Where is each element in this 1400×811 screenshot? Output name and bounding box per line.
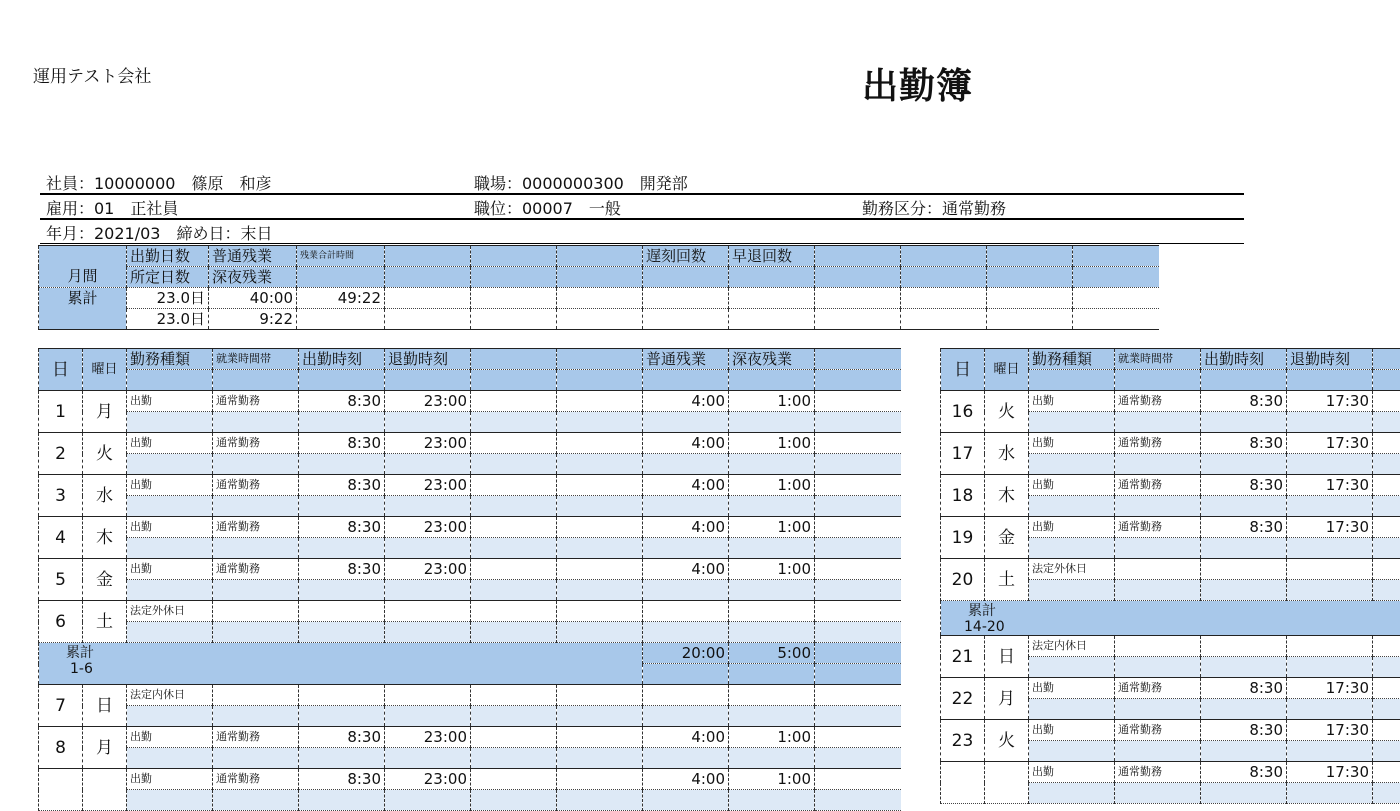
regular-ot-value: 40:00	[209, 288, 297, 309]
subtotal-night-ot: 5:00	[729, 643, 815, 664]
early-count-header: 早退回数	[729, 246, 815, 267]
work-class-info: 勤務区分：通常勤務	[862, 196, 1006, 219]
table-row	[941, 762, 1400, 783]
clock-out-cell	[385, 601, 471, 622]
work-type-cell: 出勤	[1029, 433, 1115, 454]
day-header-right: 日	[941, 349, 985, 391]
work-type-cell: 出勤	[127, 433, 213, 454]
work-type-cell: 法定内休日	[127, 685, 213, 706]
sched-days-value: 23.0日	[127, 309, 209, 330]
weekday-cell: 土	[83, 601, 127, 643]
clock-in-cell: 8:30	[1201, 762, 1287, 783]
night-ot-cell: 1:00	[729, 727, 815, 748]
work-type-cell: 法定外休日	[127, 601, 213, 622]
work-days-value: 23.0日	[127, 288, 209, 309]
subtotal-label: 累計 1-6	[39, 643, 643, 685]
day-cell: 20	[941, 559, 985, 601]
regular-ot-cell	[643, 685, 729, 706]
day-cell: 17	[941, 433, 985, 475]
work-band-cell: 通常勤務	[1115, 391, 1201, 412]
clock-in-header-right: 出勤時刻	[1201, 349, 1287, 370]
daily-table-right	[940, 348, 1400, 804]
weekday-cell: 金	[83, 559, 127, 601]
night-ot-cell: 1:00	[729, 517, 815, 538]
work-type-cell: 出勤	[1029, 475, 1115, 496]
clock-out-header-right: 退勤時刻	[1287, 349, 1373, 370]
clock-in-cell: 8:30	[1201, 391, 1287, 412]
night-ot-cell: 1:00	[729, 475, 815, 496]
work-band-cell: 通常勤務	[213, 769, 299, 790]
day-cell: 3	[39, 475, 83, 517]
weekday-cell: 火	[83, 433, 127, 475]
work-type-cell: 出勤	[127, 391, 213, 412]
work-type-cell: 出勤	[1029, 720, 1115, 741]
weekday-cell: 水	[83, 475, 127, 517]
clock-in-cell: 8:30	[299, 517, 385, 538]
clock-in-cell: 8:30	[299, 727, 385, 748]
weekday-cell: 火	[985, 720, 1029, 762]
clock-out-cell: 23:00	[385, 517, 471, 538]
table-row	[941, 559, 1400, 580]
table-row	[39, 559, 901, 580]
weekday-cell: 日	[83, 685, 127, 727]
table-row	[941, 517, 1400, 538]
day-cell: 5	[39, 559, 83, 601]
weekday-header-right: 曜日	[985, 349, 1029, 391]
daily-table-left	[38, 348, 901, 811]
day-cell: 19	[941, 517, 985, 559]
day-cell: 4	[39, 517, 83, 559]
table-row	[941, 636, 1400, 657]
work-days-header: 出勤日数	[127, 246, 209, 267]
page-title: 出勤簿	[862, 58, 973, 109]
workplace-info: 職場：0000000300 開発部	[474, 171, 688, 194]
clock-in-cell: 8:30	[299, 475, 385, 496]
clock-in-cell	[299, 685, 385, 706]
table-row	[39, 517, 901, 538]
clock-in-cell: 8:30	[299, 559, 385, 580]
table-row	[39, 685, 901, 706]
work-type-cell: 出勤	[127, 727, 213, 748]
clock-in-cell	[1201, 636, 1287, 657]
clock-out-cell	[385, 685, 471, 706]
clock-out-header: 退勤時刻	[385, 349, 471, 370]
clock-out-cell: 23:00	[385, 475, 471, 496]
weekday-cell: 金	[985, 517, 1029, 559]
work-type-cell: 出勤	[1029, 762, 1115, 783]
night-ot-cell: 1:00	[729, 769, 815, 790]
weekday-cell: 月	[83, 727, 127, 769]
work-type-cell: 出勤	[1029, 678, 1115, 699]
day-cell: 16	[941, 391, 985, 433]
work-type-cell: 出勤	[127, 769, 213, 790]
weekday-cell	[985, 762, 1029, 804]
clock-in-header: 出勤時刻	[299, 349, 385, 370]
clock-out-cell: 17:30	[1287, 433, 1373, 454]
work-band-cell	[1115, 636, 1201, 657]
day-header: 日	[39, 349, 83, 391]
work-type-cell: 出勤	[127, 559, 213, 580]
night-ot-value: 9:22	[209, 309, 297, 330]
table-row	[39, 769, 901, 790]
clock-in-cell: 8:30	[299, 433, 385, 454]
work-type-cell: 法定外休日	[1029, 559, 1115, 580]
info-row-employment	[40, 193, 1244, 220]
table-row	[39, 727, 901, 748]
table-row	[941, 391, 1400, 412]
work-band-cell: 通常勤務	[213, 517, 299, 538]
ot-total-header: 残業合計時間	[297, 246, 385, 267]
weekday-cell: 木	[985, 475, 1029, 517]
night-ot-cell	[729, 685, 815, 706]
regular-ot-cell	[643, 601, 729, 622]
clock-in-cell: 8:30	[299, 391, 385, 412]
work-band-cell: 通常勤務	[1115, 762, 1201, 783]
day-cell: 8	[39, 727, 83, 769]
work-type-cell: 出勤	[1029, 391, 1115, 412]
work-band-header-right: 就業時間帯	[1115, 349, 1201, 370]
info-row-employee	[40, 168, 1244, 195]
weekday-cell: 火	[985, 391, 1029, 433]
employment-info: 雇用：01 正社員	[46, 196, 178, 219]
table-row	[941, 433, 1400, 454]
table-row	[39, 433, 901, 454]
weekday-cell	[83, 769, 127, 811]
work-band-cell	[213, 601, 299, 622]
night-ot-header: 深夜残業	[209, 267, 297, 288]
day-cell: 1	[39, 391, 83, 433]
work-type-header: 勤務種類	[127, 349, 213, 370]
clock-out-cell	[1287, 636, 1373, 657]
work-type-cell: 出勤	[127, 475, 213, 496]
late-count-header: 遅刻回数	[643, 246, 729, 267]
work-band-header: 就業時間帯	[213, 349, 299, 370]
day-cell: 18	[941, 475, 985, 517]
clock-out-cell: 17:30	[1287, 678, 1373, 699]
clock-in-cell: 8:30	[1201, 720, 1287, 741]
clock-in-cell: 8:30	[1201, 433, 1287, 454]
clock-in-cell: 8:30	[1201, 517, 1287, 538]
clock-out-cell: 17:30	[1287, 475, 1373, 496]
night-ot-cell: 1:00	[729, 559, 815, 580]
night-ot-col-header: 深夜残業	[729, 349, 815, 370]
clock-in-cell: 8:30	[1201, 475, 1287, 496]
table-row	[39, 475, 901, 496]
monthly-label-2: 累計	[39, 288, 127, 330]
clock-out-cell: 17:30	[1287, 517, 1373, 538]
clock-out-cell: 23:00	[385, 559, 471, 580]
weekday-cell: 水	[985, 433, 1029, 475]
regular-ot-cell: 4:00	[643, 559, 729, 580]
work-band-cell	[213, 685, 299, 706]
clock-out-cell: 17:30	[1287, 762, 1373, 783]
work-band-cell: 通常勤務	[213, 727, 299, 748]
subtotal-label-right: 累計 14-20	[941, 601, 1400, 636]
info-row-period	[40, 218, 1244, 244]
ot-total-value: 49:22	[297, 288, 385, 309]
day-cell: 23	[941, 720, 985, 762]
day-cell: 6	[39, 601, 83, 643]
table-row	[941, 678, 1400, 699]
regular-ot-cell: 4:00	[643, 433, 729, 454]
weekday-cell: 土	[985, 559, 1029, 601]
day-cell: 2	[39, 433, 83, 475]
clock-in-cell: 8:30	[1201, 678, 1287, 699]
regular-ot-col-header: 普通残業	[643, 349, 729, 370]
day-cell: 7	[39, 685, 83, 727]
work-type-cell: 出勤	[1029, 517, 1115, 538]
employee-info: 社員：10000000 篠原 和彦	[46, 171, 271, 194]
regular-ot-cell: 4:00	[643, 769, 729, 790]
work-type-cell: 法定内休日	[1029, 636, 1115, 657]
weekday-cell: 月	[83, 391, 127, 433]
clock-out-cell: 17:30	[1287, 391, 1373, 412]
clock-out-cell	[1287, 559, 1373, 580]
work-band-cell: 通常勤務	[213, 433, 299, 454]
clock-out-cell: 23:00	[385, 391, 471, 412]
work-band-cell: 通常勤務	[213, 391, 299, 412]
table-row	[39, 391, 901, 412]
regular-ot-header: 普通残業	[209, 246, 297, 267]
work-band-cell: 通常勤務	[1115, 517, 1201, 538]
work-type-header-right: 勤務種類	[1029, 349, 1115, 370]
clock-out-cell: 17:30	[1287, 720, 1373, 741]
subtotal-regular-ot: 20:00	[643, 643, 729, 664]
weekday-cell: 木	[83, 517, 127, 559]
regular-ot-cell: 4:00	[643, 475, 729, 496]
position-info: 職位：00007 一般	[474, 196, 621, 219]
regular-ot-cell: 4:00	[643, 391, 729, 412]
day-cell: 22	[941, 678, 985, 720]
clock-out-cell: 23:00	[385, 727, 471, 748]
work-band-cell: 通常勤務	[213, 559, 299, 580]
clock-in-cell: 8:30	[299, 769, 385, 790]
work-band-cell: 通常勤務	[1115, 720, 1201, 741]
weekday-cell: 日	[985, 636, 1029, 678]
clock-in-cell	[299, 601, 385, 622]
table-row	[39, 601, 901, 622]
weekday-cell: 月	[985, 678, 1029, 720]
clock-out-cell: 23:00	[385, 769, 471, 790]
day-cell	[941, 762, 985, 804]
night-ot-cell: 1:00	[729, 433, 815, 454]
table-row	[941, 475, 1400, 496]
regular-ot-cell: 4:00	[643, 727, 729, 748]
work-band-cell	[1115, 559, 1201, 580]
table-row	[941, 720, 1400, 741]
clock-in-cell	[1201, 559, 1287, 580]
weekday-header: 曜日	[83, 349, 127, 391]
period-info: 年月：2021/03 締め日：末日	[46, 221, 272, 244]
day-cell	[39, 769, 83, 811]
day-cell: 21	[941, 636, 985, 678]
company-name: 運用テスト会社	[33, 62, 151, 87]
work-band-cell: 通常勤務	[213, 475, 299, 496]
work-type-cell: 出勤	[127, 517, 213, 538]
sched-days-header: 所定日数	[127, 267, 209, 288]
night-ot-cell	[729, 601, 815, 622]
monthly-label: 月間	[39, 246, 127, 288]
work-band-cell: 通常勤務	[1115, 678, 1201, 699]
night-ot-cell: 1:00	[729, 391, 815, 412]
work-band-cell: 通常勤務	[1115, 433, 1201, 454]
clock-out-cell: 23:00	[385, 433, 471, 454]
work-band-cell: 通常勤務	[1115, 475, 1201, 496]
monthly-summary-table	[38, 245, 1159, 330]
regular-ot-cell: 4:00	[643, 517, 729, 538]
